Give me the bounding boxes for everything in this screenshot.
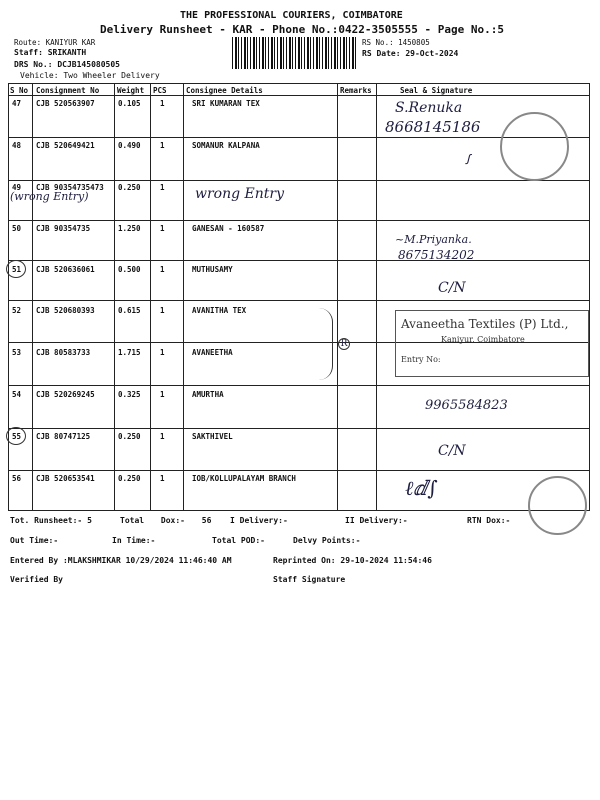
handwritten-scribble: ꭍ [465,153,470,168]
row-weight: 1.715 [118,348,141,357]
row-weight: 1.250 [118,224,141,233]
row-consignee: AVANEETHA [192,348,233,357]
col-sno: S No [10,86,29,95]
circled-mark [6,260,26,278]
row-consignee: AVANITHA TEX [192,306,247,315]
entered-by: Entered By :MLAKSHMIKAR 10/29/2024 11:46:40 AM [10,556,232,565]
handwritten-cn-mark: C/N [438,280,466,296]
col-seal-signature: Seal & Signature [400,86,473,95]
row-consignment: CJB 520563907 [36,99,95,108]
row-consignee: IOB/KOLLUPALAYAM BRANCH [192,474,296,483]
reprinted-on: Reprinted On: 29-10-2024 11:54:46 [273,556,432,565]
row-consignee: SAKTHIVEL [192,432,233,441]
round-seal-stamp [528,476,587,535]
row-pcs: 1 [160,183,165,192]
row-weight: 0.250 [118,183,141,192]
row-consignment: CJB 520653541 [36,474,95,483]
row-pcs: 1 [160,306,165,315]
row-sno: 51 [12,265,22,274]
row-weight: 0.325 [118,390,141,399]
row-sno: 55 [12,432,22,441]
row-weight: 0.615 [118,306,141,315]
row-sno: 53 [12,348,22,357]
handwritten-phone: 8675134202 [398,248,475,262]
handwritten-signature: ~M.Priyanka. [395,233,472,246]
row-sno: 50 [12,224,22,233]
rs-date: RS Date: 29-Oct-2024 [362,49,459,58]
row-consignee: SOMANUR KALPANA [192,141,260,150]
row-sno: 48 [12,141,22,150]
handwritten-wrong-entry: wrong Entry [195,186,284,202]
handwritten-cn-mark: C/N [438,443,466,459]
row-consignment: CJB 520636061 [36,265,95,274]
row-consignment: CJB 520680393 [36,306,95,315]
handwritten-signature: ℓⅆ∫ [405,476,438,500]
runsheet-title: Delivery Runsheet - KAR - Phone No.:0422-3505555 - Page No.:5 [100,23,504,36]
row-pcs: 1 [160,265,165,274]
bracket-mark [318,308,333,380]
circled-mark [6,427,26,445]
staff-signature: Staff Signature [273,575,346,584]
row-consignment: CJB 90354735 [36,224,91,233]
total-runsheet: Tot. Runsheet:- 5 [10,516,92,525]
row-pcs: 1 [160,474,165,483]
rs-number: RS No.: 1450805 [362,38,430,47]
handwritten-phone: 8668145186 [385,118,481,136]
row-consignment: CJB 520269245 [36,390,95,399]
vehicle-label: Vehicle: Two Wheeler Delivery [20,71,160,80]
rtn-dox: RTN Dox:- [467,516,511,525]
row-sno: 47 [12,99,22,108]
in-time: In Time:- [112,536,156,545]
row-pcs: 1 [160,99,165,108]
row-consignment: CJB 80747125 [36,432,91,441]
row-weight: 0.500 [118,265,141,274]
col-pcs: PCS [153,86,167,95]
total-pod: Total POD:- [212,536,265,545]
row-weight: 0.250 [118,474,141,483]
row-consignment: CJB 520649421 [36,141,95,150]
handwritten-wrong-entry-note: (wrong Entry) [10,190,89,203]
verified-by: Verified By [10,575,63,584]
row-pcs: 1 [160,432,165,441]
round-seal-stamp [500,112,569,181]
row-consignee: GANESAN - 160587 [192,224,265,233]
stamp-company-name: Avaneetha Textiles (P) Ltd., [401,317,569,331]
row-consignment: CJB 90354735473 [36,183,104,192]
company-title: THE PROFESSIONAL COURIERS, COIMBATORE [180,10,403,21]
row-weight: 0.490 [118,141,141,150]
ii-delivery: II Delivery:- [345,516,408,525]
out-time: Out Time:- [10,536,59,545]
company-stamp [395,310,589,377]
row-consignment: CJB 80583733 [36,348,91,357]
row-consignee: MUTHUSAMY [192,265,233,274]
col-remarks: Remarks [340,86,372,95]
row-weight: 0.250 [118,432,141,441]
drs-number: DRS No.: DCJB145080505 [14,60,120,69]
barcode [232,37,357,69]
row-consignee: SRI KUMARAN TEX [192,99,260,108]
handwritten-phone: 9965584823 [425,398,508,413]
row-consignee: AMURTHA [192,390,224,399]
stamp-entry-no: Entry No: [401,355,441,364]
delivery-points: Delvy Points:- [293,536,361,545]
staff-label: Staff: SRIKANTH [14,48,87,57]
col-consignee: Consignee Details [186,86,263,95]
total-dox: Total Dox:- 56 [120,516,212,525]
row-pcs: 1 [160,224,165,233]
stamp-place: Kaniyur, Coimbatore [441,335,525,344]
row-pcs: 1 [160,390,165,399]
row-weight: 0.105 [118,99,141,108]
row-sno: 52 [12,306,22,315]
i-delivery: I Delivery:- [230,516,288,525]
handwritten-signature: S.Renuka [395,100,463,116]
handwritten-remark-mark: R [338,338,350,350]
col-consignment: Consignment No [36,86,100,95]
route-label: Route: KANIYUR KAR [14,38,96,47]
row-pcs: 1 [160,141,165,150]
row-sno: 54 [12,390,22,399]
row-sno: 49 [12,183,22,192]
row-sno: 56 [12,474,22,483]
row-pcs: 1 [160,348,165,357]
col-weight: Weight [117,86,145,95]
